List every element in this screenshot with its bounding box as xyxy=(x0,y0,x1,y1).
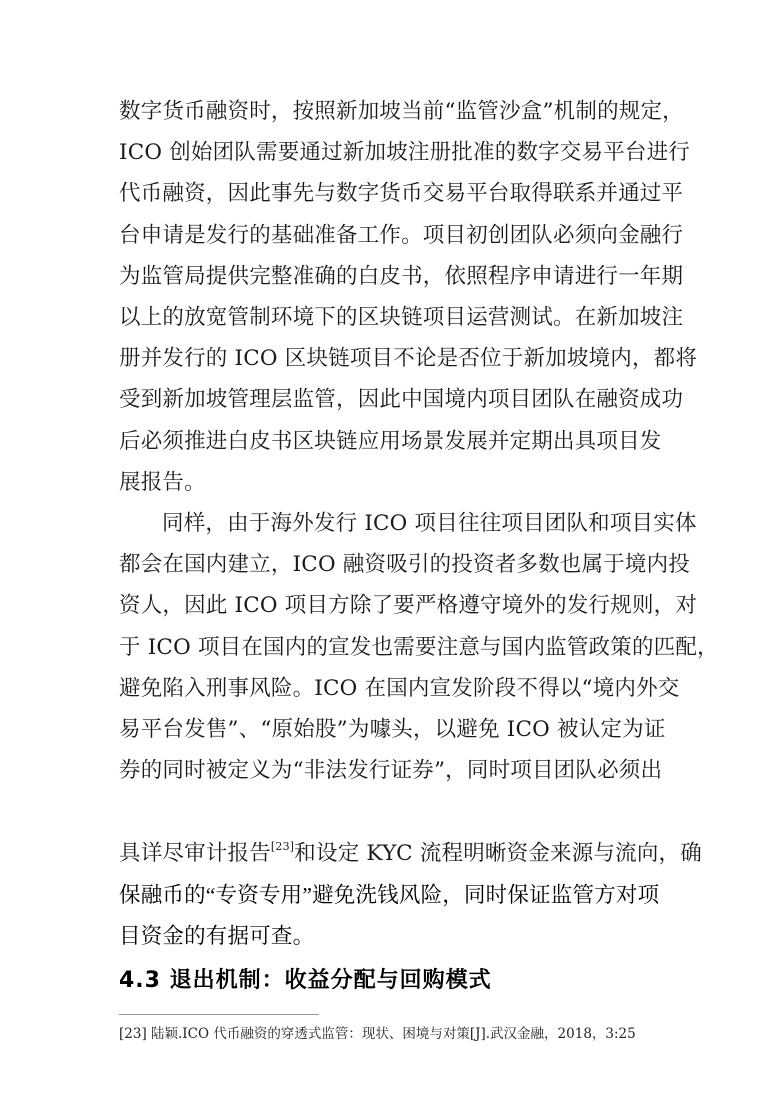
paragraph-line: 后必须推进白皮书区块链应用场景发展并定期出具项目发 xyxy=(119,429,662,454)
paragraph-line: 于 ICO 项目在国内的宣发也需要注意与国内监管政策的匹配， xyxy=(119,635,719,660)
citation-text-before: 具详尽审计报告 xyxy=(119,841,271,866)
paragraph-line: 易平台发售”、“原始股”为噱头，以避免 ICO 被认定为证 xyxy=(119,717,666,742)
paragraph-line: 资人，因此 ICO 项目方除了要严格遵守境外的发行规则，对 xyxy=(119,593,698,618)
paragraph-line: 台申请是发行的基础准备工作。项目初创团队必须向金融行 xyxy=(119,223,684,248)
section-heading: 4.3 退出机制：收益分配与回购模式 xyxy=(119,968,492,993)
citation-text-after: 和设定 KYC 流程明晰资金来源与流向，确 xyxy=(294,841,702,866)
paragraph-line: 保融币的“专资专用”避免洗钱风险，同时保证监管方对项 xyxy=(119,883,660,907)
paragraph-line: ICO 创始团队需要通过新加坡注册批准的数字交易平台进行 xyxy=(119,140,691,165)
footnote: [23] 陆颖.ICO 代币融资的穿透式监管：现状、困境与对策[J].武汉金融，2018，3:25 xyxy=(119,1026,636,1042)
paragraph-line: 同样，由于海外发行 ICO 项目往往项目团队和项目实体 xyxy=(162,511,697,536)
paragraph-line: 目资金的有据可查。 xyxy=(119,924,315,948)
paragraph-line: 展报告。 xyxy=(119,470,206,495)
paragraph-line: 都会在国内建立，ICO 融资吸引的投资者多数也属于境内投 xyxy=(119,552,691,577)
paragraph-line: 册并发行的 ICO 区块链项目不论是否位于新加坡境内，都将 xyxy=(119,346,698,371)
footnote-divider xyxy=(119,1014,319,1015)
paragraph-line: 代币融资，因此事先与数字货币交易平台取得联系并通过平 xyxy=(119,181,684,206)
paragraph-line: 为监管局提供完整准确的白皮书，依照程序申请进行一年期 xyxy=(119,264,684,289)
paragraph-line: 受到新加坡管理层监管，因此中国境内项目团队在融资成功 xyxy=(119,387,684,412)
footnote-reference[interactable]: [23] xyxy=(270,839,295,853)
paragraph-line: 以上的放宽管制环境下的区块链项目运营测试。在新加坡注 xyxy=(119,305,684,330)
paragraph-line: 数字货币融资时，按照新加坡当前“监管沙盒”机制的规定， xyxy=(119,99,684,124)
paragraph-line: 避免陷入刑事风险。ICO 在国内宣发阶段不得以“境内外交 xyxy=(119,676,680,701)
paragraph-line: 券的同时被定义为“非法发行证券”，同时项目团队必须出 xyxy=(119,758,663,783)
